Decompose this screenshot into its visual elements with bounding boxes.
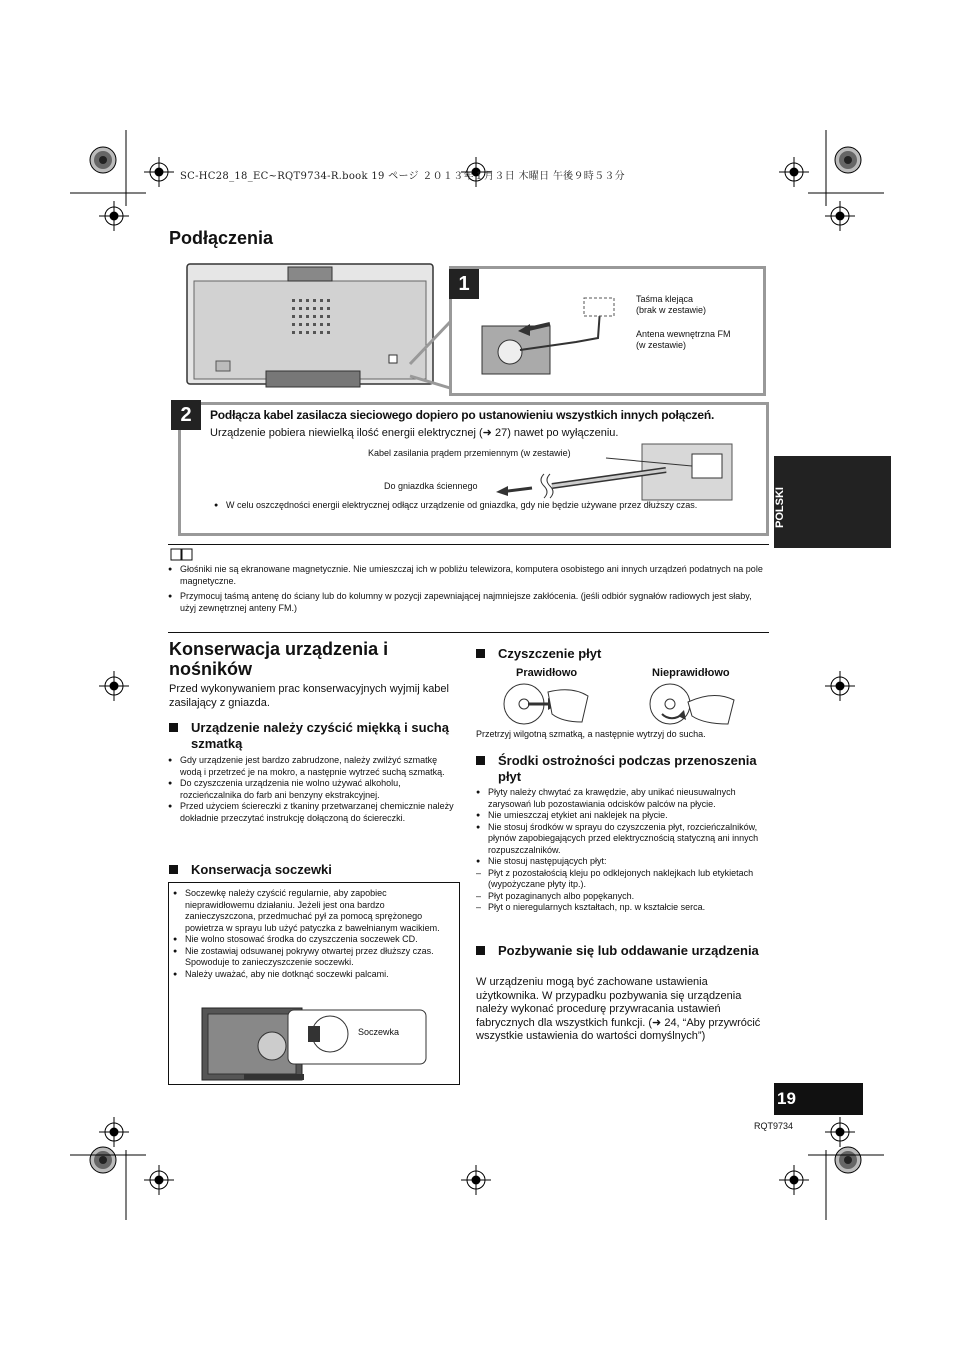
disc-handling-item: ● Nie stosuj następujących płyt: xyxy=(476,856,766,868)
clean-unit-item: ● Przed użyciem ściereczki z tkaniny przetwarzanej chemicznie należy dokładnie przeczytać instrukcję dołączoną do ściereczki. xyxy=(168,801,456,824)
step2-number: 2 xyxy=(171,400,201,430)
heading-disposal xyxy=(476,943,766,959)
heading-disc-cleaning xyxy=(476,646,766,662)
language-tab xyxy=(774,456,891,548)
lens-item: ● Soczewkę należy czyścić regularnie, aby zapobiec nieprawidłowemu działaniu. Jeżeli jest ona bardzo zanieczyszczona, przedmuchać pył za pomocą sprężonego powietrza w sprayu lub użyć patyczka z bawełnianym wacikiem. xyxy=(173,888,455,934)
disc-handling-item: ● Płyty należy chwytać za krawędzie, aby unikać nieusuwalnych zarysowań lub pozostawiania odcisków palców na płycie. xyxy=(476,787,766,810)
step2-heading: Podłącza kabel zasilacza sieciowego dopiero po ustanowieniu wszystkich innych połączeń. xyxy=(210,408,715,422)
disc-handling-list xyxy=(476,787,766,914)
clean-unit-item: ● Gdy urządzenie jest bardzo zabrudzone, należy zwilżyć szmatkę wodą i przetrzeć je na mokro, a następnie wytrzeć suchą szmatką. xyxy=(168,755,456,778)
step2-text: Urządzenie pobiera niewielką ilość energii elektrycznej (➜ 27) nawet po wyłączeniu. xyxy=(210,427,619,439)
label-incorrect: Nieprawidłowo xyxy=(652,667,730,679)
lens-item: ● Należy uważać, aby nie dotknąć soczewki palcami. xyxy=(173,969,455,981)
label-ac-cable: Kabel zasilania prądem przemiennym (w zestawie) xyxy=(368,448,571,458)
step2-bullet: ● W celu oszczędności energii elektrycznej odłącz urządzenie od gniazdka, gdy nie będzie używane przez dłuższy czas. xyxy=(214,500,766,512)
disc-handling-item: ● Nie stosuj środków w sprayu do czyszczenia płyt, rozcieńczalników, płynów zapobiegających przed elektrycznością statyczną ani innych rozpuszczalników. xyxy=(476,822,766,857)
heading-clean-unit-text: Urządzenie należy czyścić miękką i suchą szmatką xyxy=(191,720,449,751)
heading-clean-unit xyxy=(169,720,459,752)
lens-illustration xyxy=(200,1006,430,1082)
page-number: 19 xyxy=(774,1083,863,1115)
section-title-connections: Podłączenia xyxy=(169,228,274,248)
note-item: ● Przymocuj taśmą antenę do ściany lub do kolumny w pozycji zapewniającej najmniejsze zakłócenia. (jeśli odbiór sygnałów radiowych jest słaby, użyj zewnętrznej anteny FM.) xyxy=(168,591,768,614)
disc-handling-subitem: – Płyt pozaginanych albo popękanych. xyxy=(476,891,766,903)
heading-disposal-text: Pozbywanie się lub oddawanie urządzenia xyxy=(498,943,759,958)
step1-number: 1 xyxy=(449,269,479,299)
disc-cleaning-caption: Przetrzyj wilgotną szmatką, a następnie wytrzyj do sucha. xyxy=(476,729,706,739)
heading-lens xyxy=(169,862,459,878)
divider-maintenance xyxy=(168,632,769,633)
heading-disc-handling xyxy=(476,753,766,785)
antenna-illustration xyxy=(480,282,630,378)
ac-cable-illustration xyxy=(496,440,736,502)
disc-handling-subitem: – Płyt o nieregularnych kształtach, np. w kształcie serca. xyxy=(476,902,766,914)
notes-list xyxy=(168,564,768,614)
label-correct: Prawidłowo xyxy=(516,667,578,679)
label-lens: Soczewka xyxy=(358,1027,400,1037)
label-wall-socket: Do gniazdka ściennego xyxy=(384,481,478,491)
heading-lens-text: Konserwacja soczewki xyxy=(191,862,332,877)
language-tab-label: POLSKI xyxy=(774,487,786,528)
label-antenna: Antena wewnętrzna FM (w zestawie) xyxy=(636,329,731,350)
zoom-connector xyxy=(380,320,455,390)
label-tape: Taśma klejąca (brak w zestawie) xyxy=(636,294,707,315)
disc-incorrect-illustration xyxy=(648,682,738,726)
lens-item: ● Nie zostawiaj odsuwanej pokrywy otwartej przez dłuższy czas. Spowoduje to zanieczyszczenie soczewki. xyxy=(173,946,455,969)
lens-list xyxy=(173,888,455,980)
disc-handling-subitem: – Płyt z pozostałością kleju po odklejonych naklejkach lub etykietach (wypożyczane płyty itp.). xyxy=(476,868,766,891)
disc-handling-item: ● Nie umieszczaj etykiet ani naklejek na płycie. xyxy=(476,810,766,822)
divider-notes xyxy=(168,544,769,545)
doc-code: RQT9734 xyxy=(754,1121,794,1131)
file-header: SC-HC28_18_EC~RQT9734-R.book 19 ページ ２０１３年１月３日 木曜日 午後９時５３分 xyxy=(180,171,625,182)
book-icon xyxy=(170,548,194,562)
disc-correct-illustration xyxy=(502,682,592,726)
clean-unit-list xyxy=(168,755,456,824)
heading-disc-cleaning-text: Czyszczenie płyt xyxy=(498,646,602,661)
note-item: ● Głośniki nie są ekranowane magnetycznie. Nie umieszczaj ich w pobliżu telewizora, komputera osobistego ani innych urządzeń podatnych na pole magnetyczne. xyxy=(168,564,768,587)
maintenance-intro: Przed wykonywaniem prac konserwacyjnych wyjmij kabel zasilający z gniazda. xyxy=(169,683,449,709)
section-title-maintenance: Konserwacja urządzenia i nośników xyxy=(169,639,389,679)
disposal-text: W urządzeniu mogą być zachowane ustawienia użytkownika. W przypadku pozbywania się urządzenia należy wykonać procedurę przywracania ustawień fabrycznych dla wszystkich funkcji. (➜ 24, “Aby przywrócić wszystkie ustawienia do wartości domyślnych”) xyxy=(476,976,761,1043)
clean-unit-item: ● Do czyszczenia urządzenia nie wolno używać alkoholu, rozcieńczalnika do farb ani benzyny ekstrakcyjnej. xyxy=(168,778,456,801)
heading-disc-handling-text: Środki ostrożności podczas przenoszenia płyt xyxy=(498,753,757,784)
lens-item: ● Nie wolno stosować środka do czyszczenia soczewek CD. xyxy=(173,934,455,946)
